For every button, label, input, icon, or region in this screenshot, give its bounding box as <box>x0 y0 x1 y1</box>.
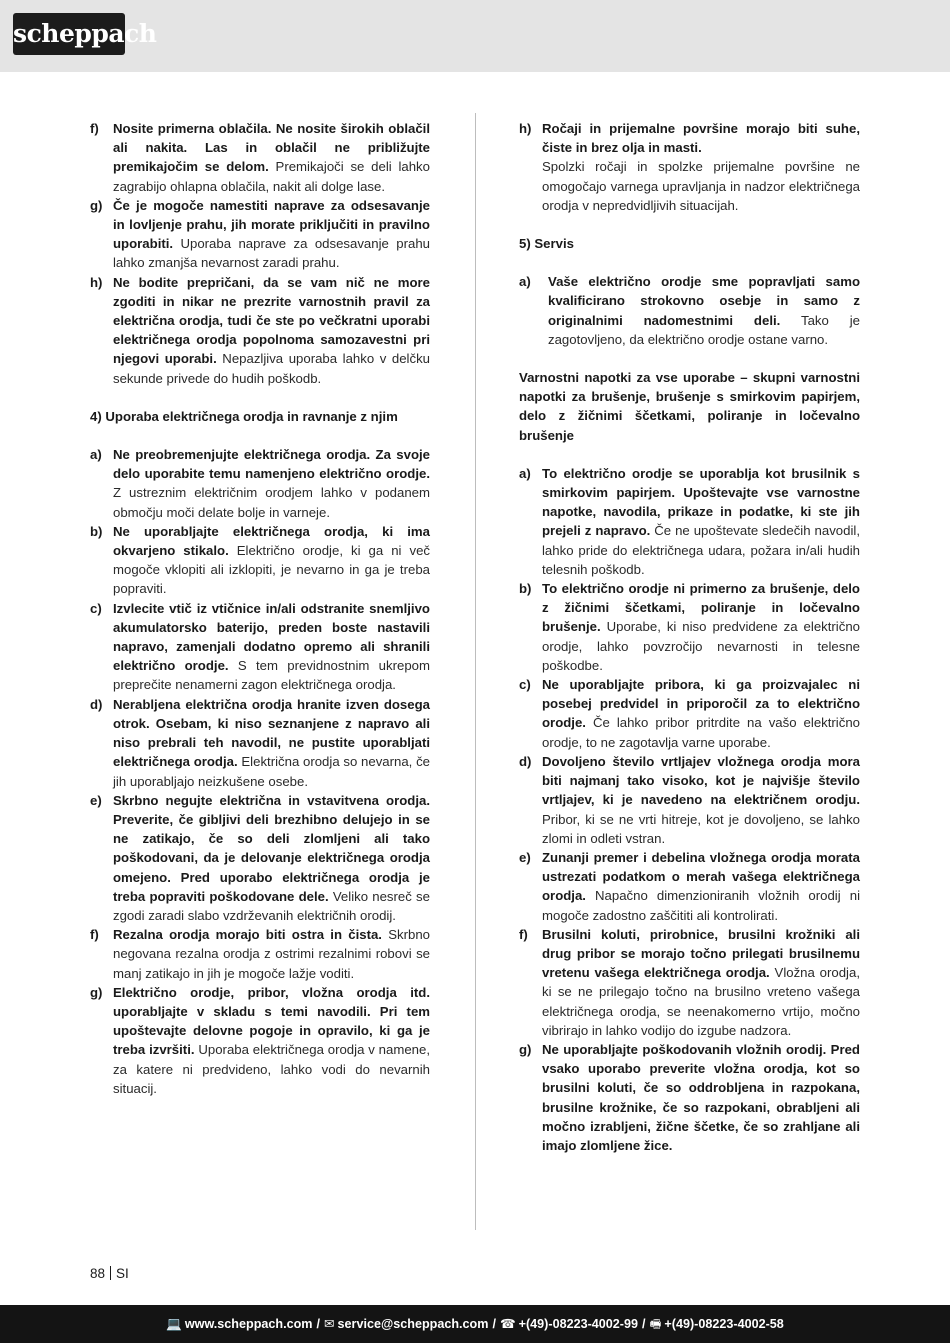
item-letter: b) <box>519 581 532 597</box>
list-item <box>90 925 430 983</box>
item-lead: Ne uporabljajte električnega orodja, ki ima okvarjeno stikalo. <box>113 523 430 559</box>
item-body: Pribor, ki se ne vrti hitreje, kot je dovoljeno, se lahko zlomi in odleti vstran. <box>542 811 860 846</box>
page-number-separator <box>110 1266 111 1280</box>
item-lead: Nerabljena električna orodja hranite izven dosega otrok. Osebam, ki niso seznanjene z napravo ali niso prebrali teh navodil, ne pustite uporabljati električnega orodja. <box>113 696 430 770</box>
item-lead: Ne bodite prepričani, da se vam nič ne more zgoditi in nikar ne prezrite varnostnih pravil za električna orodja, tudi če ste po večkratni uporabi električnega orodja popolnoma samozavestni pri njegovi uporabi. <box>113 274 430 367</box>
footer-phone: +(49)-08223-4002-99 <box>518 1317 639 1331</box>
item-letter: h) <box>519 121 532 136</box>
item-letter: c) <box>519 677 531 693</box>
list-item <box>90 983 430 1098</box>
footer-separator: / <box>492 1317 496 1331</box>
item-letter: a) <box>90 447 102 463</box>
item-letter: d) <box>90 696 103 712</box>
item-lead: Brusilni koluti, prirobnice, brusilni krožniki ali drug pribor se morajo točno prilegati brusilnemu vretenu vašega električnega orodja. <box>542 926 860 981</box>
header-band <box>0 0 950 72</box>
item-lead: Zunanji premer i debelina vložnega orodja morata ustrezati podatkom o merah vašega električnega orodja. <box>542 849 860 904</box>
computer-icon: 💻 <box>166 1317 182 1331</box>
list-item <box>519 848 860 925</box>
item-lead: Rezalna orodja morajo biti ostra in čista. <box>113 927 382 943</box>
list-item <box>519 119 860 215</box>
item-body: Skrbno negovana rezalna orodja z ostrimi rezalnimi robovi se manj zatikajo in jih je mogoče lažje voditi. <box>113 927 430 981</box>
item-lead: Izvlecite vtič iz vtičnice in/ali odstranite snemljivo akumulatorsko baterijo, preden boste nastavili napravo, zamenjali dodatno opremo ali shranili električno orodje. <box>113 600 430 674</box>
item-lead: Če je mogoče namestiti naprave za odsesavanje in lovljenje prahu, jih morate priključiti in pravilno uporabiti. <box>113 197 430 252</box>
item-lead: Skrbno negujte električna in vstavitvena orodja. Preverite, če gibljivi deli brezhibno delujejo in se ne zatikajo, če so deli zlomljeni ali tako poškodovani, da je delovanje električnega orodja omejeno. Pred uporabo električnega orodja je treba popraviti poškodovane dele. <box>113 792 430 904</box>
list-item <box>519 464 860 579</box>
item-lead: Nosite primerna oblačila. Ne nosite širokih oblačil ali nakita. Las in oblačil ne približujte premikajočim se delom. <box>113 121 430 175</box>
item-body: Uporaba naprave za odsesavanje prahu lahko zmanjša nevarnost zaradi prahu. <box>113 236 430 271</box>
item-letter: g) <box>519 1041 532 1057</box>
item-letter: f) <box>90 121 99 136</box>
column-divider <box>475 113 476 1230</box>
item-letter: d) <box>519 753 532 769</box>
item-lead: To električno orodje ni primerno za brušenje, delo z žičnimi ščetkami, poliranje in ločevalno brušenje. <box>542 581 860 635</box>
item-body: Električno orodje, ki ga ni več mogoče vklopiti ali izklopiti, je nevarno in ga je treba popraviti. <box>113 543 430 597</box>
item-letter: e) <box>90 792 102 808</box>
list-item <box>90 791 430 925</box>
telephone-icon: ☎ <box>499 1317 516 1331</box>
list-item <box>519 675 860 752</box>
list-item <box>90 522 430 599</box>
list-item <box>519 752 860 848</box>
page-language: SI <box>116 1266 129 1281</box>
warning-heading: Varnostni napotki za vse uporabe – skupni varnostni napotki za brušenje, brušenje s smirkovim papirjem, delo z žičnimi ščetkami, poliranje in ločevalno brušenje <box>519 370 860 443</box>
page-number-value: 88 <box>90 1266 106 1281</box>
item-lead: To električno orodje se uporablja kot brusilnik s smirkovim papirjem. Upoštevajte vse varnostne napotke, navodila, prikaze in podatke, ki ste jih prejeli z napravo. <box>542 465 860 539</box>
section-heading: 4) Uporaba električnega orodja in ravnanje z njim <box>90 408 398 424</box>
scheppach-logo: scheppach <box>13 13 125 55</box>
item-body: Električna orodja so nevarna, če jih uporabljajo neizkušene osebe. <box>113 754 430 789</box>
item-body: Spolzki ročaji in spolzke prijemalne površine ne omogočajo varnega upravljanja in nadzor električnega orodja v nepredvidljivih situacijah. <box>542 159 860 213</box>
item-lead: Vaše električno orodje sme popravljati samo kvalificirano strokovno osebje in samo z originalnimi nadomestnimi deli. <box>548 274 860 328</box>
item-body: Uporaba električnega orodja v namene, za katere ni predvideno, lahko vodi do nevarnih situacij. <box>113 1042 430 1096</box>
fax-icon: 🖷 <box>649 1317 662 1331</box>
item-body: Nepazljiva uporaba lahko v delčku sekunde privede do hudih poškodb. <box>113 351 431 386</box>
list-item <box>90 119 430 196</box>
footer-email-link[interactable]: service@scheppach.com <box>337 1317 489 1331</box>
right-column <box>519 119 860 1155</box>
item-body: Napačno dimenzioniranih vložnih orodij ni mogoče zadostno zaščititi ali kontrolirati. <box>542 888 860 923</box>
list-item <box>519 925 860 1040</box>
item-letter: a) <box>519 465 531 481</box>
footer-separator: / <box>642 1317 646 1331</box>
item-letter: g) <box>90 197 103 213</box>
item-lead: Ne uporabljajte pribora, ki ga proizvajalec ni posebej predvidel in priporočil za to električno orodje. <box>542 677 860 731</box>
list-item <box>90 196 430 273</box>
item-body: Veliko nesreč se zgodi zaradi slabo vzdrževanih električnih orodij. <box>113 888 430 923</box>
footer-fax: +(49)-08223-4002-58 <box>664 1317 784 1331</box>
item-lead: Dovoljeno število vrtljajev vložnega orodja mora biti najmanj tako visoko, kot je najvišje število vrtljajev, ki je navedeno na električnem orodju. <box>542 753 860 808</box>
page-number <box>90 1266 129 1281</box>
list-item <box>90 599 430 695</box>
item-body: Z ustreznim električnim orodjem lahko v podanem območju moči delate bolje in varneje. <box>113 485 430 520</box>
item-letter: f) <box>90 927 99 943</box>
item-body: Uporabe, ki niso predvidene za električno orodje, lahko povzročijo nevarnosti in telesne poškodbe. <box>542 619 860 673</box>
item-lead: Električno orodje, pribor, vložna orodja itd. uporabljajte v skladu s temi navodili. Pri tem upoštevajte delovne pogoje in opravilo, ki ga je treba izvršiti. <box>113 984 430 1058</box>
list-item <box>519 272 860 349</box>
item-body: S tem previdnostnim ukrepom preprečite nenamerni zagon električnega orodja. <box>113 658 430 693</box>
item-letter: b) <box>90 523 103 539</box>
left-column <box>90 119 430 1098</box>
item-letter: h) <box>90 274 103 290</box>
item-lead: Ne preobremenjujte električnega orodja. Za svoje delo uporabite temu namenjeno električno orodje. <box>113 447 430 482</box>
list-item <box>90 445 430 522</box>
list-item <box>519 1040 860 1155</box>
footer-website-link[interactable]: www.scheppach.com <box>184 1317 313 1331</box>
item-letter: e) <box>519 849 531 865</box>
item-letter: c) <box>90 600 102 616</box>
list-item <box>519 579 860 675</box>
item-body: Vložna orodja, ki se ne prilegajo točno na brusilno vreteno vašega električnega orodja, se neenakomerno vrtijo, močno vibrirajo in lahko vodijo do izgube nadzora. <box>542 965 860 1038</box>
list-item <box>90 273 430 388</box>
footer-bar <box>0 1305 950 1343</box>
item-body: Če lahko pribor pritrdite na vašo električno orodje, to ne zagotavlja varne uporabe. <box>542 715 860 750</box>
item-letter: f) <box>519 926 528 942</box>
item-letter: a) <box>519 274 531 290</box>
section-heading: 5) Servis <box>519 236 574 252</box>
list-item <box>90 695 430 791</box>
item-lead: Ne uporabljajte poškodovanih vložnih orodij. Pred vsako uporabo preverite vložna orodja, kot so brusilni koluti, če so oddrobljena in razpokana, brusilne krožnike, če so razpokani, obrabljeni ali močno izrabljeni, žične ščetke, če so zrahljane ali imajo zlomljene žice. <box>542 1041 860 1153</box>
item-letter: g) <box>90 984 103 1000</box>
footer-separator: / <box>316 1317 320 1331</box>
item-body: Tako je zagotovljeno, da električno orodje ostane varno. <box>548 312 860 347</box>
item-body: Če ne upoštevate sledečih navodil, lahko pride do električnega udara, požara in/ali hudih telesnih poškodb. <box>542 523 860 577</box>
envelope-icon: ✉ <box>323 1317 335 1331</box>
item-lead: Ročaji in prijemalne površine morajo biti suhe, čiste in brez olja in masti. <box>542 121 860 156</box>
item-body: Premikajoči se deli lahko zagrabijo ohlapna oblačila, nakit ali dolge lase. <box>113 159 430 194</box>
